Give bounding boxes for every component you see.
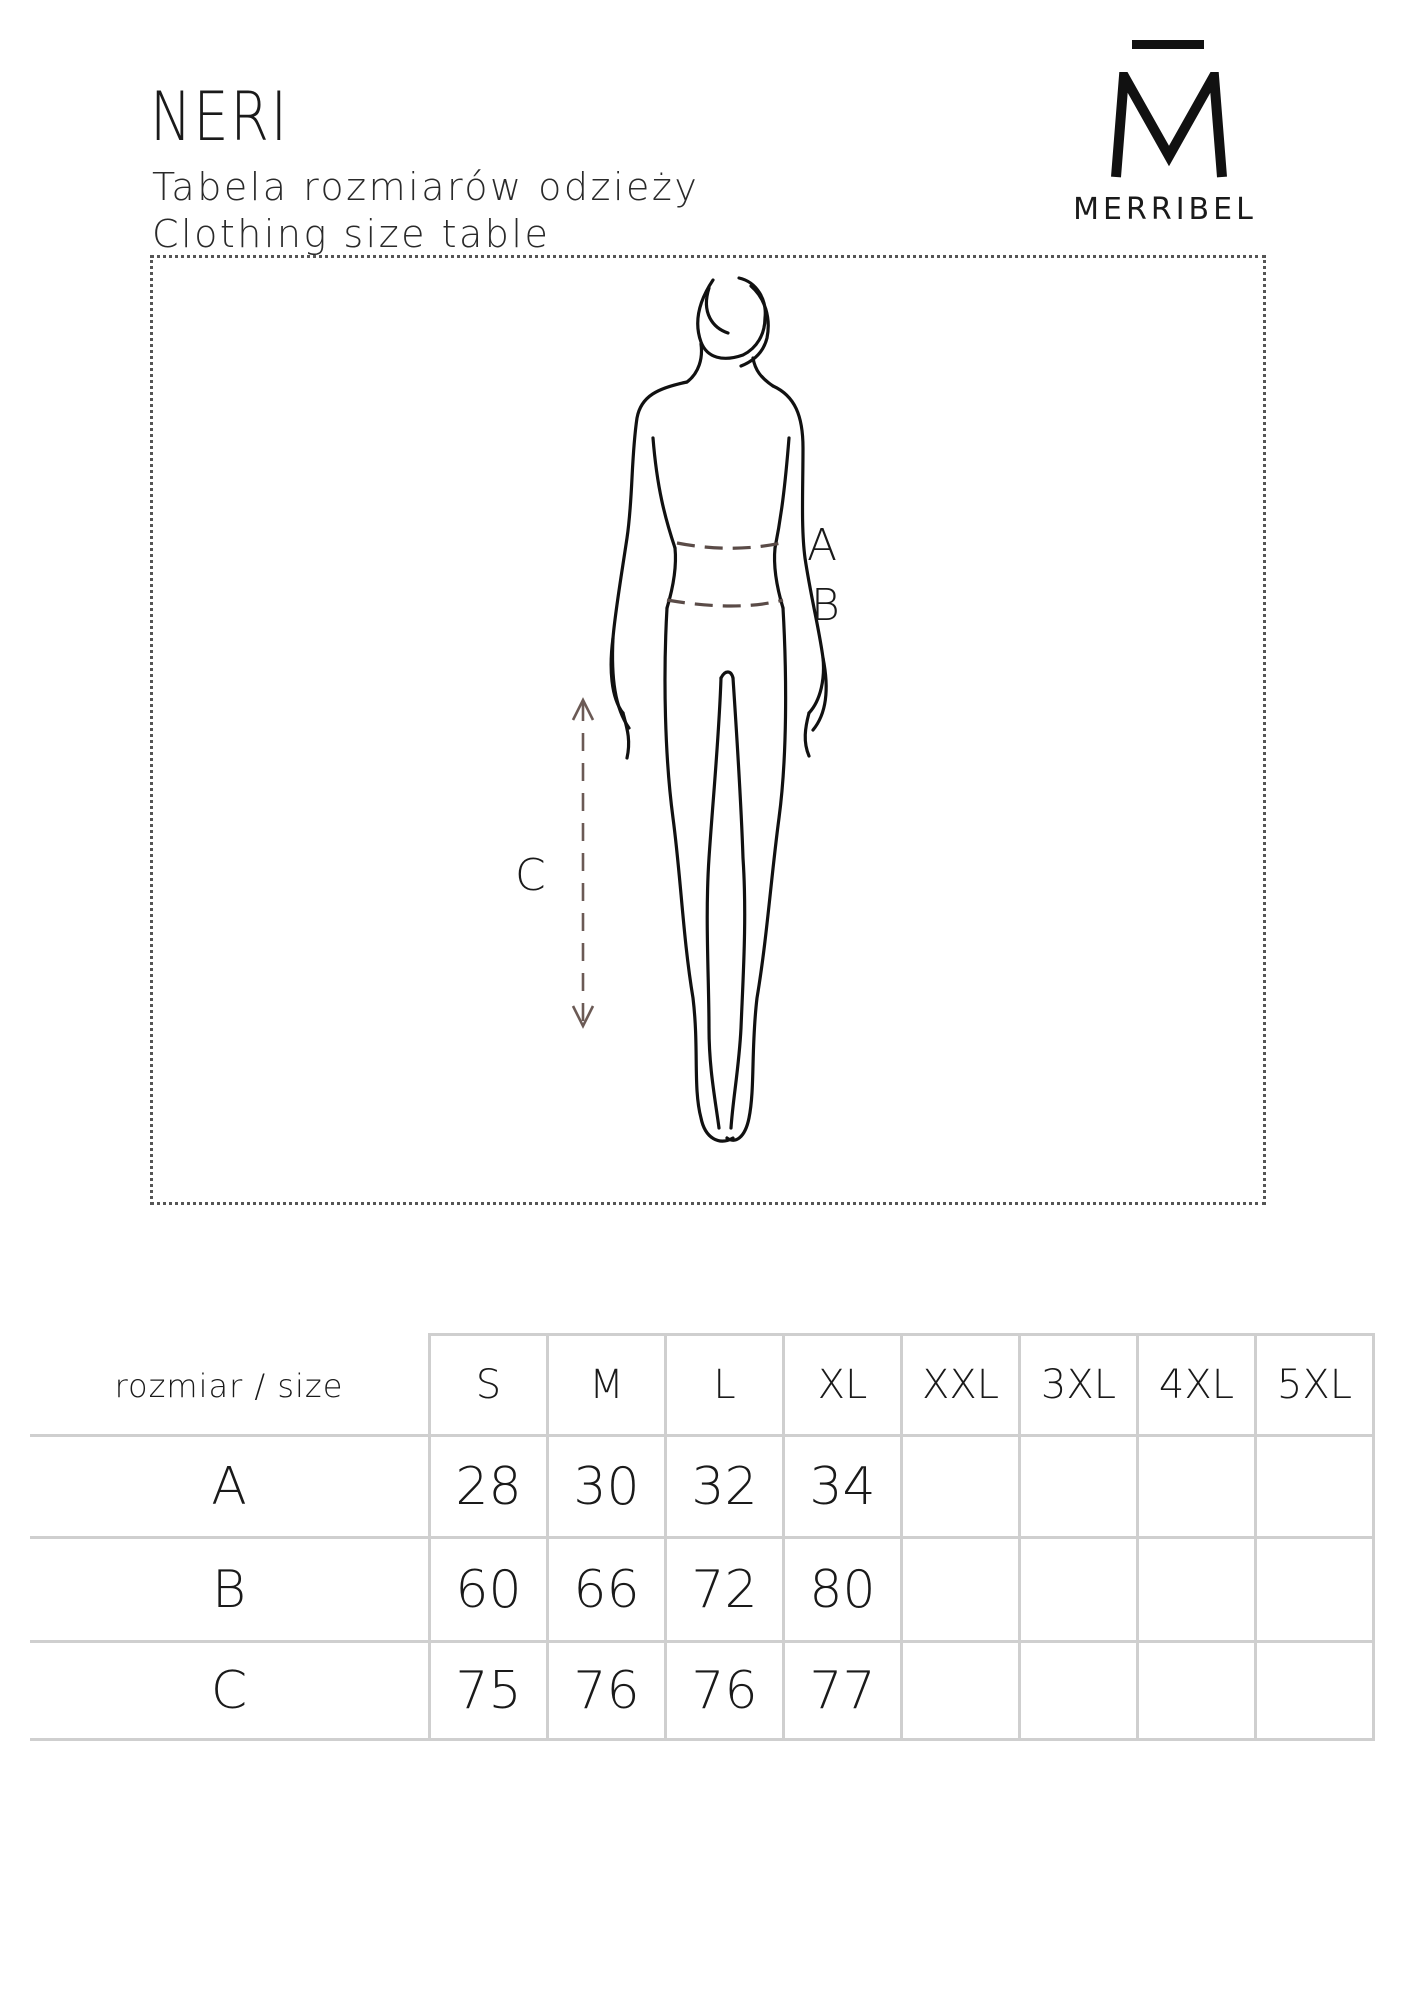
size-table bbox=[30, 1333, 1375, 1741]
table-cell bbox=[902, 1642, 1020, 1740]
size-col-xxl: XXL bbox=[902, 1335, 1020, 1436]
label-a: A bbox=[807, 520, 838, 571]
brand-name: MERRIBEL bbox=[1073, 192, 1257, 227]
label-b: B bbox=[811, 580, 840, 631]
table-cell bbox=[902, 1436, 1020, 1538]
table-cell: 76 bbox=[548, 1642, 666, 1740]
table-cell: 75 bbox=[430, 1642, 548, 1740]
row-label-a: A bbox=[30, 1436, 430, 1538]
size-col-xl: XL bbox=[784, 1335, 902, 1436]
size-col-3xl: 3XL bbox=[1020, 1335, 1138, 1436]
row-label-b: B bbox=[30, 1538, 430, 1642]
table-cell bbox=[1138, 1538, 1256, 1642]
table-cell: 28 bbox=[430, 1436, 548, 1538]
row-label-c: C bbox=[30, 1642, 430, 1740]
size-col-5xl: 5XL bbox=[1256, 1335, 1374, 1436]
table-cell: 80 bbox=[784, 1538, 902, 1642]
size-col-4xl: 4XL bbox=[1138, 1335, 1256, 1436]
size-col-s: S bbox=[430, 1335, 548, 1436]
subtitle-english: Clothing size table bbox=[152, 212, 551, 256]
size-col-m: M bbox=[548, 1335, 666, 1436]
table-cell bbox=[902, 1538, 1020, 1642]
table-cell bbox=[1138, 1436, 1256, 1538]
table-cell bbox=[1138, 1642, 1256, 1740]
table-cell bbox=[1256, 1538, 1374, 1642]
table-cell: 77 bbox=[784, 1642, 902, 1740]
table-cell: 66 bbox=[548, 1538, 666, 1642]
table-cell: 72 bbox=[666, 1538, 784, 1642]
size-corner-label: rozmiar / size bbox=[30, 1335, 430, 1436]
table-cell bbox=[1020, 1436, 1138, 1538]
table-cell: 76 bbox=[666, 1642, 784, 1740]
size-header-row bbox=[30, 1335, 1374, 1436]
page-title: NERI bbox=[150, 78, 289, 157]
measurement-figure-frame bbox=[150, 255, 1266, 1205]
brand-logo bbox=[1055, 40, 1275, 240]
size-col-l: L bbox=[666, 1335, 784, 1436]
body-silhouette-illustration bbox=[153, 258, 1263, 1202]
logo-macron-bar bbox=[1132, 40, 1204, 49]
table-cell: 60 bbox=[430, 1538, 548, 1642]
table-cell bbox=[1020, 1538, 1138, 1642]
table-row bbox=[30, 1642, 1374, 1740]
table-cell bbox=[1020, 1642, 1138, 1740]
table-cell bbox=[1256, 1642, 1374, 1740]
table-cell: 32 bbox=[666, 1436, 784, 1538]
table-row bbox=[30, 1538, 1374, 1642]
table-cell: 34 bbox=[784, 1436, 902, 1538]
table-cell: 30 bbox=[548, 1436, 666, 1538]
subtitle-polish: Tabela rozmiarów odzieży bbox=[152, 165, 700, 209]
table-cell bbox=[1256, 1436, 1374, 1538]
label-c: C bbox=[515, 850, 546, 901]
logo-m-mark bbox=[1110, 72, 1228, 180]
table-row bbox=[30, 1436, 1374, 1538]
